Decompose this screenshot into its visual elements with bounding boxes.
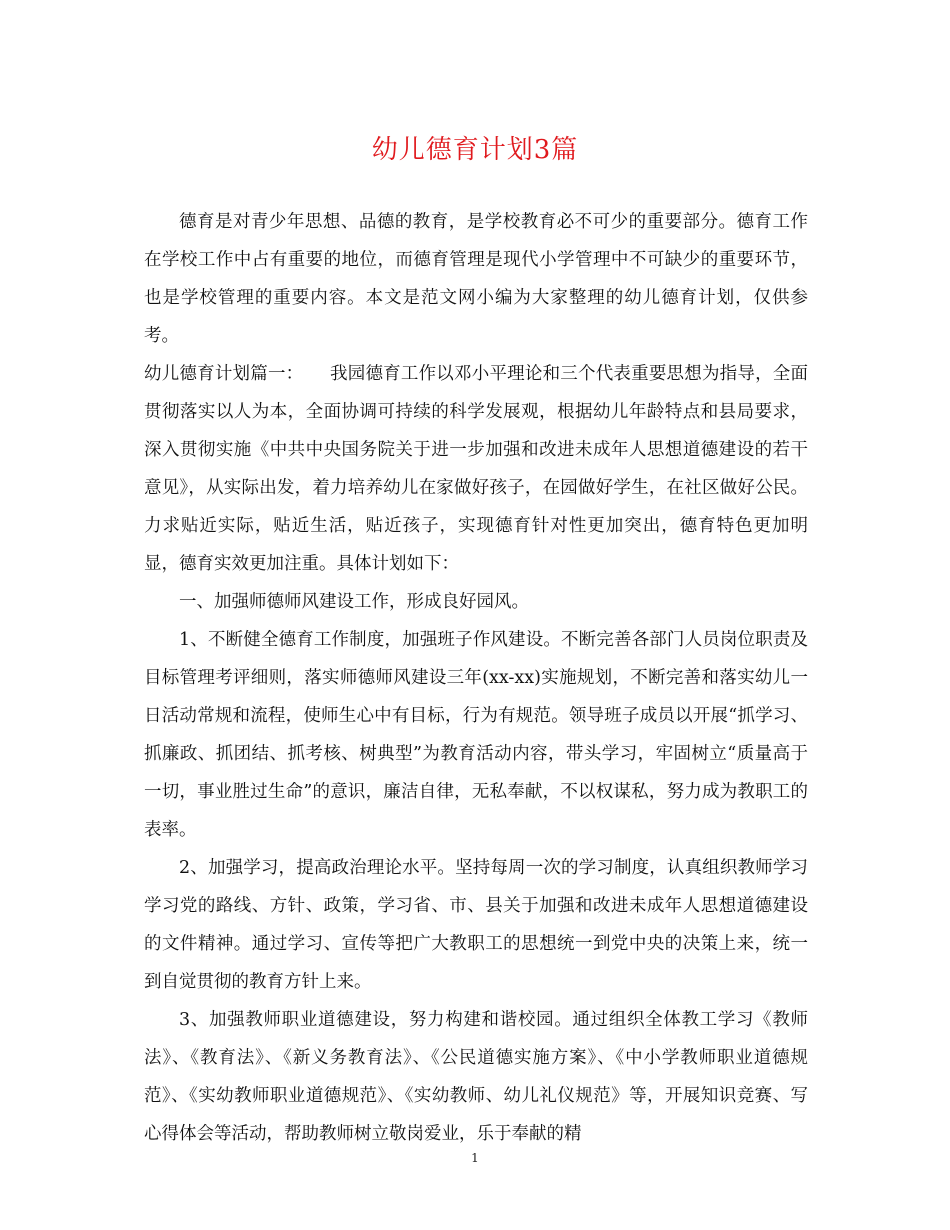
intro-paragraph: 德育是对青少年思想、品德的教育，是学校教育必不可少的重要部分。德育工作在学校工作中占有重要的地位，而德育管理是现代小学管理中不可缺少的重要环节，也是学校管理的重要内容。本文是范文网小编为大家整理的幼儿德育计划，仅供参考。	[144, 212, 808, 346]
section-heading: 一、加强师德师风建设工作，形成良好园风。	[179, 592, 529, 612]
item-three-paragraph: 3、加强教师职业道德建设，努力构建和谐校园。通过组织全体教工学习《教师法》、《教育法》、《新义务教育法》、《公民道德实施方案》、《中小学教师职业道德规范》、《实幼教师职业道德规范》、《实幼教师、幼儿礼仪规范》等，开展知识竞赛、写心得体会等活动，帮助教师树立敬岗爱业，乐于奉献的精	[144, 1010, 808, 1144]
document-title: 幼儿德育计划3篇	[371, 135, 579, 165]
page-number: 1	[471, 1151, 479, 1165]
item-two-paragraph: 2、加强学习，提高政治理论水平。坚持每周一次的学习制度，认真组织教师学习学习党的路线、方针、政策，学习省、市、县关于加强和改进未成年人思想道德建设的文件精神。通过学习、宣传等把广大教职工的思想统一到党中央的决策上来，统一到自觉贯彻的教育方针上来。	[144, 858, 808, 992]
item-one-paragraph: 1、不断健全德育工作制度，加强班子作风建设。不断完善各部门人员岗位职责及目标管理考评细则，落实师德师风建设三年(xx-xx)实施规划，不断完善和落实幼儿一日活动常规和流程，使师生心中有目标，行为有规范。领导班子成员以开展“抓学习、抓廉政、抓团结、抓考核、树典型”为教育活动内容，带头学习，牢固树立“质量高于一切，事业胜过生命”的意识，廉洁自律，无私奉献，不以权谋私，努力成为教职工的表率。	[144, 630, 808, 840]
plan-one-paragraph: 幼儿德育计划篇一： 我园德育工作以邓小平理论和三个代表重要思想为指导，全面贯彻落实以人为本，全面协调可持续的科学发展观，根据幼儿年龄特点和县局要求，深入贯彻实施《中共中央国务院关于进一步加强和改进未成年人思想道德建设的若干意见》，从实际出发，着力培养幼儿在家做好孩子，在园做好学生，在社区做好公民。力求贴近实际，贴近生活，贴近孩子，实现德育针对性更加突出，德育特色更加明显，德育实效更加注重。具体计划如下：	[144, 364, 808, 574]
document-body	[144, 203, 808, 1153]
